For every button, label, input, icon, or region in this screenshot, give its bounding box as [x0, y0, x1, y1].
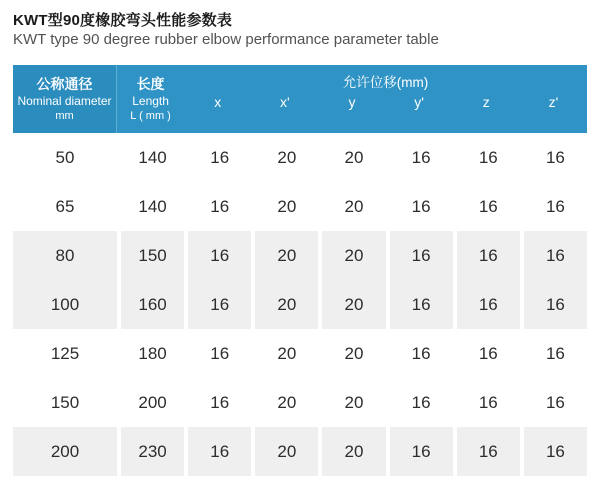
table-body — [13, 133, 587, 476]
table-value: 20 — [344, 442, 364, 461]
table-value: 16 — [411, 295, 431, 314]
table-cell — [188, 427, 251, 476]
table-cell — [457, 231, 520, 329]
header-nominal-diameter-en: Nominal diameter — [17, 94, 112, 108]
table-value: 16 — [478, 197, 498, 216]
table-value: 20 — [277, 148, 297, 167]
table-value: 140 — [138, 148, 167, 167]
table-cell — [121, 427, 184, 476]
table-value: 16 — [478, 246, 498, 265]
table-value: 20 — [344, 246, 364, 265]
table-value: 180 — [138, 344, 167, 363]
table-cell — [188, 231, 251, 329]
table-cell — [255, 133, 318, 231]
table-value: 16 — [545, 393, 565, 412]
table-cell — [255, 427, 318, 476]
table-cell — [255, 231, 318, 329]
table-value: 20 — [344, 393, 364, 412]
table-value: 16 — [210, 442, 230, 461]
table-value: 20 — [344, 344, 364, 363]
table-cell — [322, 427, 385, 476]
table-cell — [13, 427, 117, 476]
table-value: 16 — [210, 148, 230, 167]
table-band — [13, 329, 587, 427]
header-allowed-displacement-label: 允许位移(mm) — [342, 75, 429, 90]
table-cell — [390, 231, 453, 329]
table-value: 16 — [411, 148, 431, 167]
table-value: 100 — [50, 295, 80, 314]
table-value: 125 — [50, 344, 80, 363]
table-value: 65 — [55, 197, 75, 216]
table-cell — [121, 133, 184, 231]
table-cell — [457, 329, 520, 427]
table-value: 20 — [277, 393, 297, 412]
table-header-row — [13, 65, 587, 133]
table-cell — [322, 231, 385, 329]
table-value: 20 — [277, 344, 297, 363]
table-value: 16 — [411, 442, 431, 461]
table-cell — [121, 231, 184, 329]
table-value: 20 — [277, 295, 297, 314]
table-value: 16 — [545, 295, 565, 314]
table-value: 20 — [277, 246, 297, 265]
table-value: 16 — [478, 393, 498, 412]
table-cell — [255, 329, 318, 427]
table-value: 16 — [210, 344, 230, 363]
table-value: 16 — [411, 246, 431, 265]
table-value: 200 — [138, 393, 167, 412]
table-value: 20 — [344, 295, 364, 314]
table-value: 230 — [138, 442, 167, 461]
table-value: 50 — [55, 148, 75, 167]
table-cell — [457, 133, 520, 231]
header-axis-x: x — [214, 94, 222, 110]
header-length-en: Length — [132, 94, 169, 108]
table-value: 20 — [277, 197, 297, 216]
header-nominal-diameter — [13, 65, 117, 133]
table-value: 20 — [344, 197, 364, 216]
header-axis-z-prime: z' — [548, 94, 559, 110]
table-value: 140 — [138, 197, 167, 216]
table-value: 16 — [545, 442, 565, 461]
table-value: 16 — [545, 246, 565, 265]
header-axis-x-prime: x' — [280, 94, 290, 110]
table-value: 16 — [210, 246, 230, 265]
header-axis-y: y — [348, 94, 356, 110]
table-value: 16 — [478, 295, 498, 314]
table-value: 16 — [411, 344, 431, 363]
table-value: 16 — [478, 148, 498, 167]
table-value: 200 — [50, 442, 80, 461]
table-value: 16 — [545, 344, 565, 363]
table-value: 20 — [344, 148, 364, 167]
header-axis-y-prime: y' — [414, 94, 424, 110]
table-cell — [390, 133, 453, 231]
table-cell — [188, 329, 251, 427]
header-nominal-diameter-zh: 公称通径 — [36, 76, 93, 92]
table-band — [13, 427, 587, 476]
header-nominal-diameter-unit: mm — [55, 110, 74, 122]
table-cell — [13, 329, 117, 427]
table-band — [13, 231, 587, 329]
table-cell — [524, 133, 587, 231]
table-cell — [188, 133, 251, 231]
table-value: 16 — [478, 442, 498, 461]
table-value: 16 — [210, 197, 230, 216]
table-band — [13, 133, 587, 231]
table-cell — [322, 329, 385, 427]
header-length — [117, 65, 184, 133]
table-value: 16 — [478, 344, 498, 363]
table-value: 16 — [411, 197, 431, 216]
header-length-zh: 长度 — [136, 76, 165, 92]
table-cell — [524, 231, 587, 329]
table-cell — [524, 427, 587, 476]
table-value: 16 — [545, 148, 565, 167]
table-value: 16 — [545, 197, 565, 216]
table-cell — [13, 231, 117, 329]
page-title-en: KWT type 90 degree rubber elbow performance parameter table — [13, 31, 439, 48]
page-title-zh: KWT型90度橡胶弯头性能参数表 — [13, 12, 233, 29]
table-value: 20 — [277, 442, 297, 461]
table-value: 160 — [138, 295, 167, 314]
table-value: 150 — [138, 246, 167, 265]
table-cell — [13, 133, 117, 231]
header-axis-z: z — [482, 94, 490, 110]
table-cell — [524, 329, 587, 427]
table-value: 80 — [55, 246, 75, 265]
table-value: 16 — [210, 393, 230, 412]
table-value: 16 — [411, 393, 431, 412]
table-value: 16 — [210, 295, 230, 314]
table-cell — [390, 427, 453, 476]
table-cell — [390, 329, 453, 427]
parameter-table — [13, 65, 587, 476]
header-length-unit: L ( mm ) — [130, 110, 171, 122]
table-cell — [457, 427, 520, 476]
table-cell — [121, 329, 184, 427]
table-cell — [322, 133, 385, 231]
table-value: 150 — [50, 393, 80, 412]
